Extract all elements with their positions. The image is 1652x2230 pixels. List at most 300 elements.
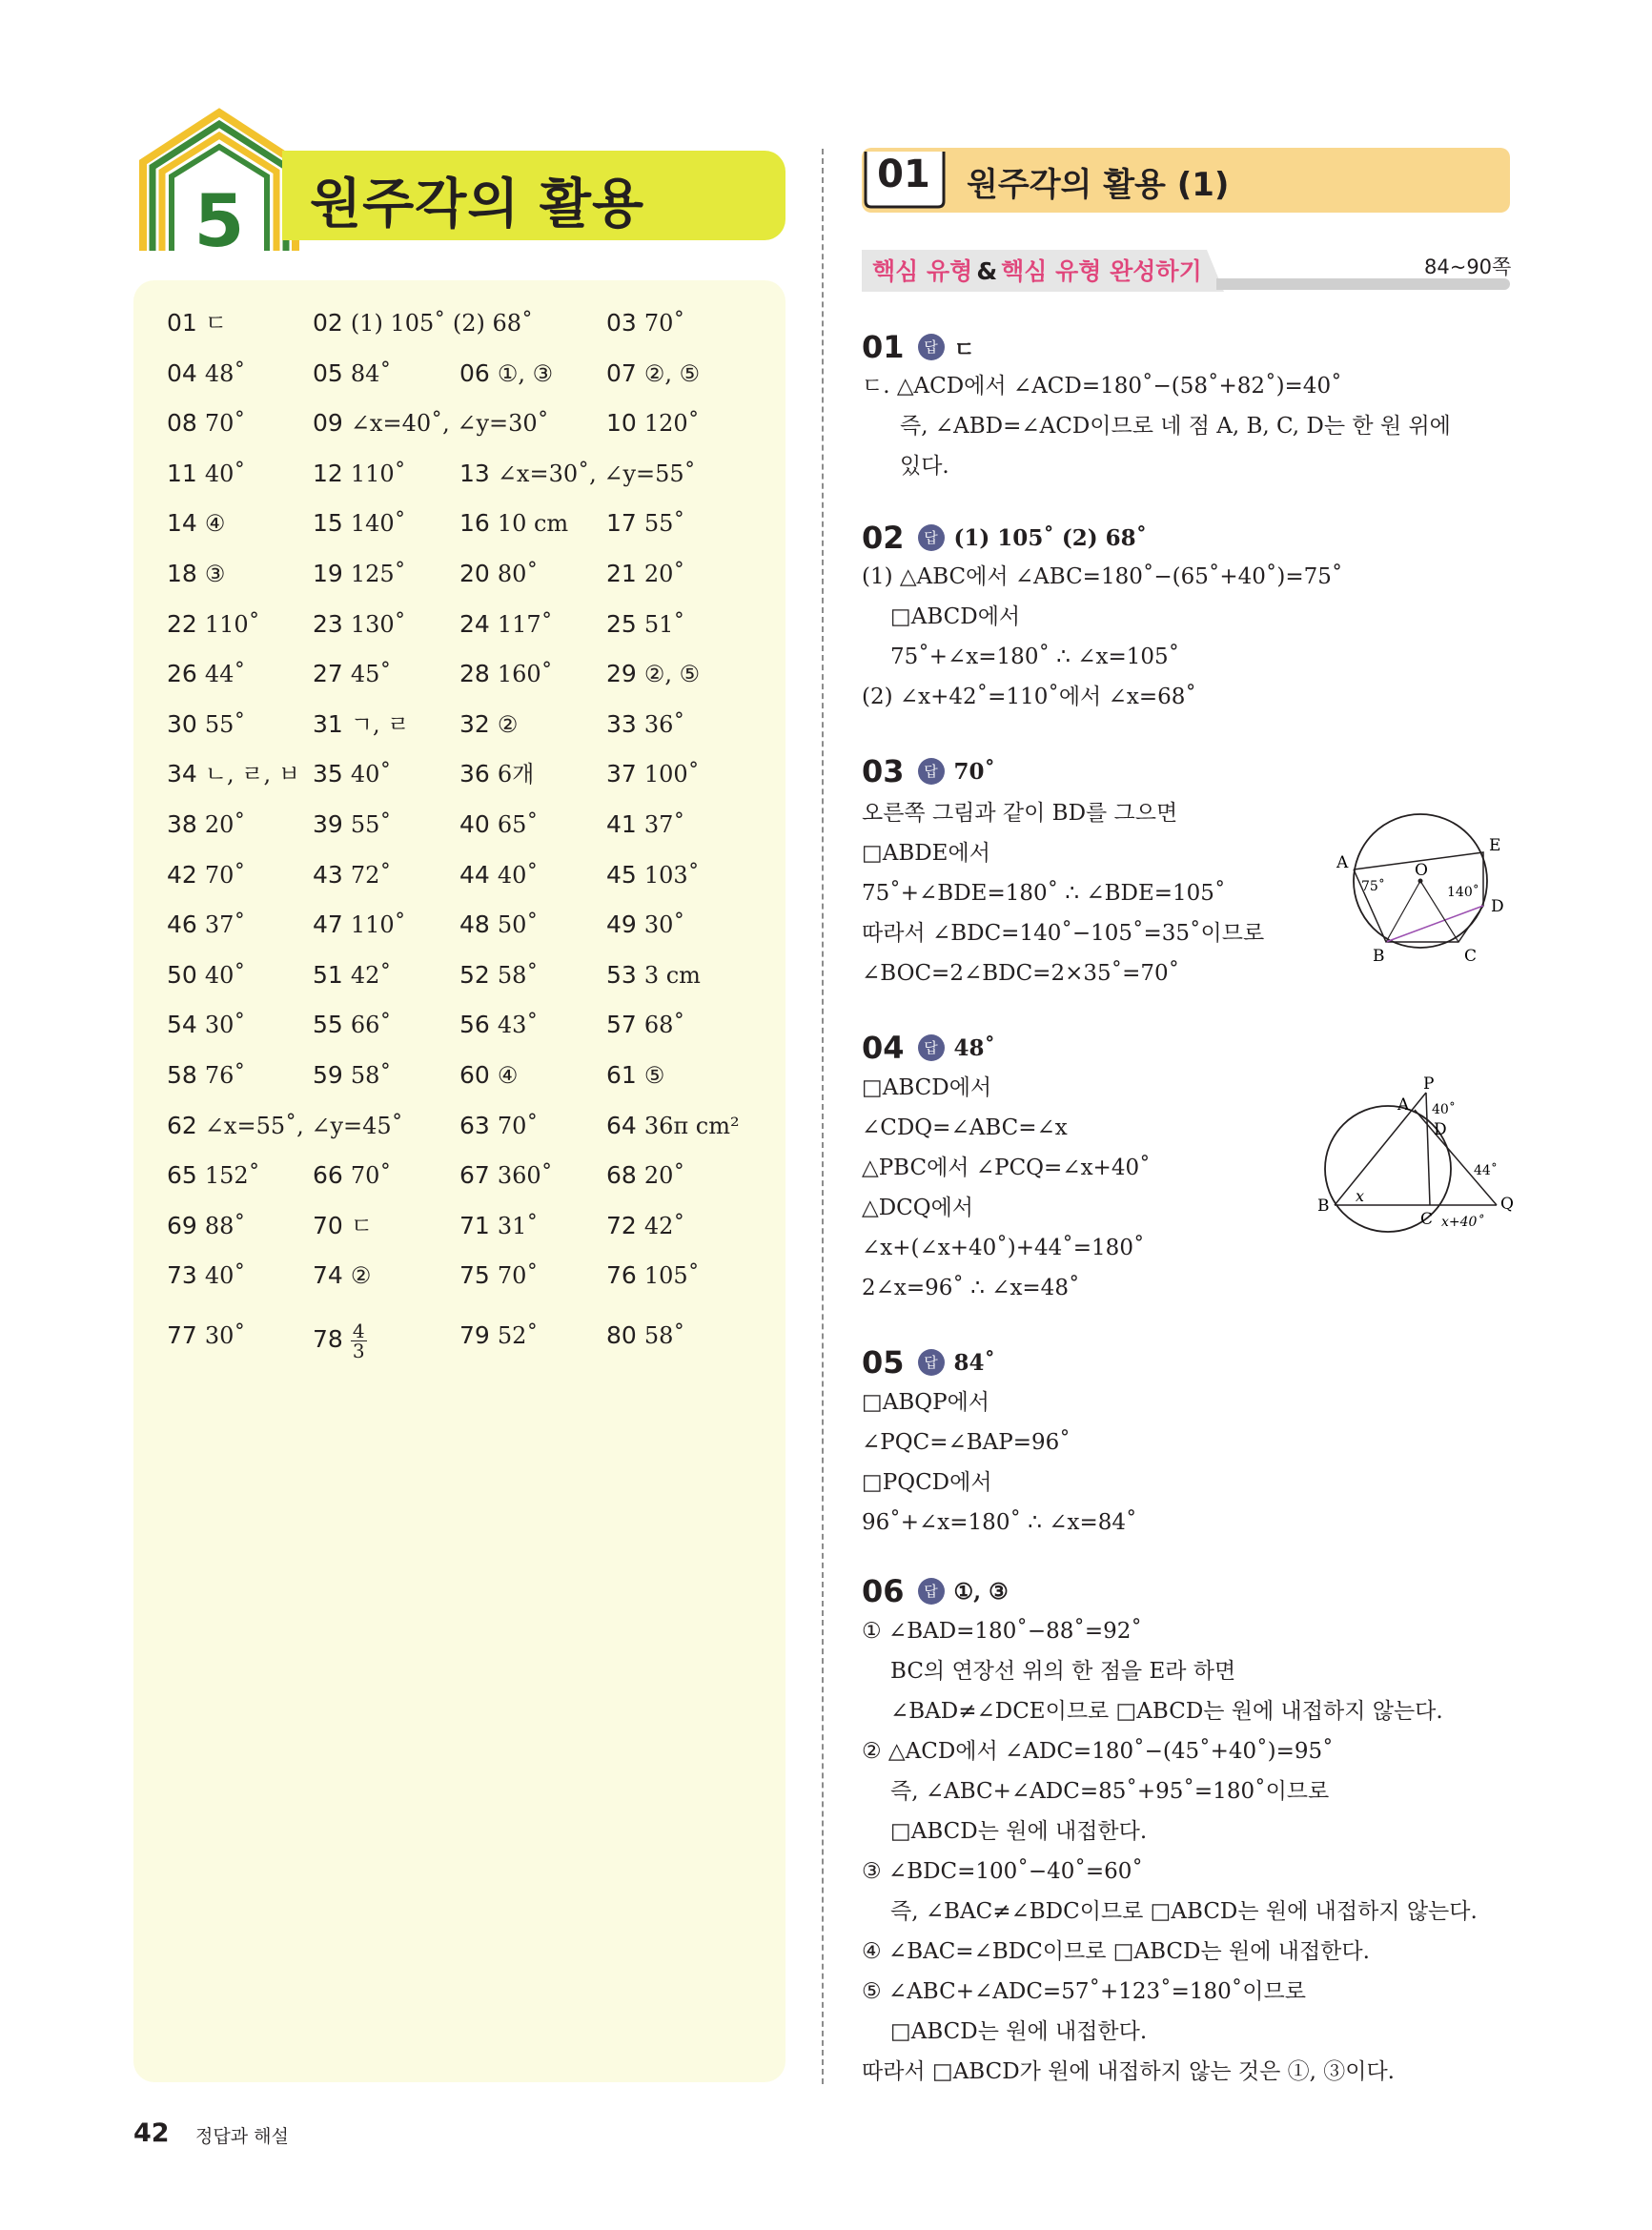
answer-number: 54	[167, 1011, 197, 1039]
answer-value: ㄱ, ㄹ	[350, 710, 410, 738]
fig04-label-q: Q	[1500, 1195, 1514, 1214]
answer-number: 21	[606, 560, 637, 587]
answer-item	[313, 710, 409, 739]
answer-value: 3 cm	[643, 961, 701, 989]
answer-number: 41	[606, 810, 637, 838]
answer-value: 68˚	[643, 1012, 685, 1039]
answer-value: 40˚	[204, 1262, 246, 1290]
solution-answer: 48˚	[953, 1034, 996, 1061]
answer-number: 70	[313, 1211, 343, 1239]
answer-number: 57	[606, 1011, 637, 1039]
answer-value: 31˚	[497, 1212, 539, 1239]
answer-number: 16	[459, 509, 490, 538]
answer-value: ①, ③	[497, 359, 554, 387]
answer-number: 07	[606, 358, 637, 387]
fig03-label-c: C	[1464, 947, 1478, 963]
answer-number: 34	[167, 760, 197, 788]
answer-value: 37˚	[643, 811, 685, 838]
answer-number: 71	[459, 1211, 490, 1239]
answer-number: 59	[313, 1061, 343, 1089]
answer-value: 6개	[497, 761, 535, 788]
answer-number: 35	[313, 760, 343, 788]
answer-number: 18	[167, 560, 197, 587]
answer-value: 20˚	[204, 811, 246, 838]
solution-line: ∠BOC=2∠BDC=2×35˚=70˚	[862, 961, 1180, 986]
answer-item	[313, 810, 391, 839]
answer-value: ②	[350, 1262, 372, 1290]
answer-value: (1) 105˚ (2) 68˚	[350, 310, 534, 337]
answer-number: 29	[606, 660, 637, 688]
answer-item	[459, 810, 538, 839]
answer-number: 66	[313, 1161, 343, 1190]
solution-line: 있다.	[900, 454, 949, 479]
answer-value: 84˚	[350, 359, 392, 387]
answer-number: 06	[459, 358, 490, 387]
answer-item	[167, 1261, 245, 1290]
solution-line: 즉, ∠ABD=∠ACD이므로 네 점 A, B, C, D는 한 원 위에	[900, 414, 1451, 439]
answer-item	[459, 760, 534, 788]
answer-value: 72˚	[350, 861, 392, 889]
solution-number: 02	[862, 520, 905, 556]
answer-item	[459, 509, 568, 538]
fraction-numerator: 4	[352, 1320, 365, 1342]
answer-item	[167, 460, 245, 488]
answer-number: 76	[606, 1261, 637, 1290]
answer-item	[313, 309, 533, 338]
answer-number: 50	[167, 960, 197, 989]
answer-badge: 답	[918, 334, 945, 360]
fig03-label-o: O	[1415, 861, 1428, 880]
solution-answer: 84˚	[953, 1349, 996, 1376]
answer-item	[459, 910, 538, 939]
fig03-angle-o: 140˚	[1447, 885, 1479, 900]
answer-value: ∠x=55˚, ∠y=45˚	[204, 1112, 403, 1139]
answer-item	[459, 1061, 518, 1090]
answer-number: 67	[459, 1161, 490, 1190]
answer-number: 74	[313, 1261, 343, 1290]
answer-value: 88˚	[204, 1212, 246, 1239]
solution-line: (2) ∠x+42˚=110˚에서 ∠x=68˚	[862, 685, 1196, 709]
fig03-label-b: B	[1373, 947, 1385, 963]
answer-badge: 답	[918, 1349, 945, 1376]
answer-number: 48	[459, 910, 490, 939]
answer-number: 80	[606, 1321, 637, 1349]
answer-value: 40˚	[497, 861, 539, 889]
answer-value: 70˚	[643, 310, 685, 337]
answer-value: ∠x=40˚, ∠y=30˚	[350, 410, 549, 438]
fig03-label-a: A	[1336, 853, 1349, 872]
answer-number: 08	[167, 409, 197, 438]
answer-number: 45	[606, 860, 637, 889]
solution-answer: ①, ③	[953, 1578, 1009, 1605]
fig03-angle-a: 75˚	[1361, 879, 1385, 894]
answer-number: 31	[313, 709, 343, 738]
answer-value: 110˚	[204, 610, 260, 638]
answer-item	[606, 1011, 684, 1039]
solution-line: ② △ACD에서 ∠ADC=180˚−(45˚+40˚)=95˚	[862, 1739, 1334, 1764]
answer-value: 45˚	[350, 661, 392, 688]
subsection-part1: 핵심 유형	[872, 257, 973, 285]
answer-number: 38	[167, 810, 197, 838]
fig04-label-d: D	[1434, 1120, 1447, 1139]
answer-item	[313, 660, 391, 688]
answer-item	[313, 1212, 373, 1240]
answer-item	[313, 1161, 391, 1190]
fig04-label-c: C	[1420, 1210, 1434, 1229]
answer-number: 68	[606, 1161, 637, 1190]
answer-item	[167, 1112, 403, 1140]
answer-item	[606, 961, 701, 990]
answer-value: 40˚	[204, 460, 246, 487]
answer-number: 17	[606, 509, 637, 538]
answer-value: 55˚	[204, 710, 246, 738]
answer-number: 51	[313, 960, 343, 989]
answer-item	[167, 910, 245, 939]
answer-number: 52	[459, 960, 490, 989]
answer-number: 11	[167, 459, 197, 487]
fig04-angle-c: x+40˚	[1441, 1215, 1484, 1230]
solution-line: ㄷ. △ACD에서 ∠ACD=180˚−(58˚+82˚)=40˚	[862, 374, 1342, 399]
answer-number: 73	[167, 1261, 197, 1290]
answer-item	[167, 710, 245, 739]
figure-04-circle	[1314, 1072, 1523, 1243]
answer-number: 19	[313, 560, 343, 587]
answer-item	[459, 1161, 553, 1190]
solution-header	[862, 329, 975, 365]
answer-value: 66˚	[350, 1012, 392, 1039]
answer-number: 01	[167, 309, 197, 337]
chapter-number: 5	[194, 178, 245, 256]
fraction-denominator: 3	[352, 1340, 365, 1362]
answer-value: 70˚	[497, 1112, 539, 1139]
answer-value: 43˚	[497, 1012, 539, 1039]
answer-item	[167, 660, 245, 688]
answer-item	[167, 610, 260, 639]
answer-value: 100˚	[643, 761, 700, 788]
answer-number: 36	[459, 760, 490, 788]
solution-line: 즉, ∠BAC≠∠BDC이므로 □ABCD는 원에 내접하지 않는다.	[890, 1899, 1478, 1924]
answer-number: 65	[167, 1161, 197, 1190]
answer-item	[313, 1321, 367, 1361]
answer-item	[606, 409, 700, 438]
solution-answer: (1) 105˚ (2) 68˚	[953, 524, 1148, 551]
answer-item	[459, 1261, 538, 1290]
answer-value: 140˚	[350, 510, 406, 538]
answer-item	[313, 610, 406, 639]
answer-value: ②, ⑤	[643, 359, 701, 387]
answer-number: 22	[167, 609, 197, 638]
answer-value: 30˚	[204, 1012, 246, 1039]
answer-number: 43	[313, 860, 343, 889]
answer-item	[606, 1321, 684, 1350]
answer-item	[606, 861, 700, 890]
answer-fraction	[351, 1321, 367, 1361]
answer-number: 56	[459, 1011, 490, 1039]
answer-item	[167, 810, 245, 839]
answer-item	[167, 1011, 245, 1039]
solution-line: △PBC에서 ∠PCQ=∠x+40˚	[862, 1156, 1151, 1180]
solution-header	[862, 753, 995, 789]
answer-item	[313, 560, 406, 588]
answer-item	[167, 509, 225, 538]
answer-value: 40˚	[350, 761, 392, 788]
answer-number: 14	[167, 509, 197, 538]
answer-value: 55˚	[350, 811, 392, 838]
solution-line: ④ ∠BAC=∠BDC이므로 □ABCD는 원에 내접한다.	[862, 1939, 1370, 1964]
answer-item	[459, 359, 553, 388]
answer-number: 26	[167, 660, 197, 688]
solution-header	[862, 1030, 995, 1066]
answer-item	[459, 1112, 538, 1140]
answer-number: 28	[459, 660, 490, 688]
answer-item	[459, 460, 696, 488]
answer-item	[167, 359, 245, 388]
answer-item	[606, 1112, 740, 1140]
solution-number: 05	[862, 1344, 905, 1381]
solution-line: □ABCD에서	[890, 604, 1021, 629]
answer-value: 52˚	[497, 1322, 539, 1349]
answer-value: ㄴ, ㄹ, ㅂ	[204, 761, 300, 788]
answer-number: 30	[167, 709, 197, 738]
answer-number: 23	[313, 609, 343, 638]
answer-number: 02	[313, 309, 343, 337]
answer-number: 62	[167, 1111, 197, 1139]
answer-value: 30˚	[204, 1322, 246, 1349]
answer-value: 117˚	[497, 610, 553, 638]
answer-item	[459, 710, 518, 739]
answer-value: 76˚	[204, 1062, 246, 1089]
solution-line: □ABCD는 원에 내접한다.	[890, 1819, 1148, 1844]
answer-item	[313, 1011, 391, 1039]
solution-number: 04	[862, 1030, 905, 1066]
answer-number: 05	[313, 358, 343, 387]
solution-line: 오른쪽 그림과 같이 BD를 그으면	[862, 801, 1178, 826]
solution-line: ① ∠BAD=180˚−88˚=92˚	[862, 1619, 1142, 1644]
answer-item	[167, 409, 245, 438]
answer-number: 42	[167, 860, 197, 889]
fig04-angle-b: x	[1356, 1187, 1365, 1205]
solution-line: ∠BAD≠∠DCE이므로 □ABCD는 원에 내접하지 않는다.	[890, 1699, 1443, 1724]
solution-line: 따라서 ∠BDC=140˚−105˚=35˚이므로	[862, 921, 1265, 946]
answer-value: ④	[497, 1062, 519, 1089]
solution-number: 01	[862, 329, 905, 365]
answer-value: ∠x=30˚, ∠y=55˚	[497, 460, 696, 487]
answer-number: 15	[313, 509, 343, 538]
solution-line: △DCQ에서	[862, 1196, 974, 1220]
answer-item	[167, 1321, 245, 1350]
answer-value: 51˚	[643, 610, 685, 638]
answer-number: 69	[167, 1211, 197, 1239]
solution-line: ⑤ ∠ABC+∠ADC=57˚+123˚=180˚이므로	[862, 1979, 1306, 2004]
solution-line: 75˚+∠BDE=180˚ ∴ ∠BDE=105˚	[862, 881, 1226, 906]
fig04-label-b: B	[1317, 1197, 1330, 1216]
solution-line: ∠PQC=∠BAP=96˚	[862, 1430, 1071, 1455]
answer-number: 79	[459, 1321, 490, 1349]
answer-value: 20˚	[643, 1162, 685, 1190]
fig04-label-a: A	[1397, 1095, 1410, 1115]
answer-number: 77	[167, 1321, 197, 1349]
solution-line: □PQCD에서	[862, 1470, 992, 1495]
answer-badge: 답	[918, 524, 945, 551]
answer-item	[459, 560, 538, 588]
solution-line: (1) △ABC에서 ∠ABC=180˚−(65˚+40˚)=75˚	[862, 564, 1343, 589]
answer-number: 61	[606, 1061, 637, 1089]
answer-item	[459, 1212, 538, 1240]
answer-number: 60	[459, 1061, 490, 1089]
solution-line: BC의 연장선 위의 한 점을 E라 하면	[890, 1659, 1236, 1684]
answer-number: 75	[459, 1261, 490, 1290]
answer-value: 48˚	[204, 359, 246, 387]
answer-number: 78	[313, 1325, 343, 1353]
answer-item	[606, 560, 684, 588]
answer-value: ②, ⑤	[643, 661, 701, 688]
answer-value: 40˚	[204, 961, 246, 989]
answer-value: ㄷ	[350, 1212, 373, 1239]
answer-item	[167, 560, 225, 588]
answer-item	[459, 1011, 538, 1039]
solution-answer: ㄷ	[953, 336, 975, 362]
answer-item	[606, 810, 684, 839]
answer-item	[606, 1161, 684, 1190]
answer-item	[313, 509, 406, 538]
answer-value: 58˚	[497, 961, 539, 989]
answer-value: 37˚	[204, 911, 246, 939]
answer-number: 39	[313, 810, 343, 838]
answer-value: 50˚	[497, 911, 539, 939]
answer-value: 65˚	[497, 811, 539, 838]
answer-value: 105˚	[643, 1262, 700, 1290]
answer-value: 58˚	[350, 1062, 392, 1089]
answer-item	[167, 309, 227, 338]
solution-line: 따라서 □ABCD가 원에 내접하지 않는 것은 ①, ③이다.	[862, 2059, 1395, 2084]
answer-item	[606, 610, 684, 639]
answer-value: 42˚	[350, 961, 392, 989]
figure-03-circle	[1325, 810, 1516, 963]
solution-number: 03	[862, 753, 905, 789]
answer-value: 10 cm	[497, 510, 569, 538]
section-number: 01	[877, 153, 930, 196]
solution-number: 06	[862, 1573, 905, 1609]
page-number: 42	[133, 2118, 170, 2148]
answer-value: 58˚	[643, 1322, 685, 1349]
subsection-part2: 핵심 유형 완성하기	[1001, 257, 1202, 285]
chapter-title: 원주각의 활용	[310, 174, 645, 235]
answer-number: 33	[606, 709, 637, 738]
answer-value: ③	[204, 561, 226, 587]
answer-value: ㄷ	[204, 310, 227, 337]
answer-number: 49	[606, 910, 637, 939]
answer-item	[459, 660, 553, 688]
answer-value: 80˚	[497, 561, 539, 587]
answer-item	[606, 359, 700, 388]
answer-number: 04	[167, 358, 197, 387]
answer-value: 110˚	[350, 460, 406, 487]
answer-number: 72	[606, 1211, 637, 1239]
solution-header	[862, 1573, 1009, 1609]
answer-item	[606, 1212, 684, 1240]
answer-item	[313, 760, 391, 788]
answer-value: 55˚	[643, 510, 685, 538]
answer-item	[167, 961, 245, 990]
column-divider	[822, 149, 824, 2084]
answer-number: 12	[313, 459, 343, 487]
solution-answer: 70˚	[953, 758, 996, 785]
answer-value: 20˚	[643, 561, 685, 587]
answer-value: 70˚	[350, 1162, 392, 1190]
answer-item	[313, 1061, 391, 1090]
answer-value: 70˚	[204, 861, 246, 889]
answer-value: ④	[204, 510, 226, 538]
answer-number: 25	[606, 609, 637, 638]
answer-value: 70˚	[497, 1262, 539, 1290]
solution-header	[862, 1344, 995, 1381]
answer-item	[313, 961, 391, 990]
answer-item	[606, 660, 700, 688]
answer-item	[606, 760, 700, 788]
solution-line: ∠CDQ=∠ABC=∠x	[862, 1115, 1068, 1140]
section-title: 원주각의 활용 (1)	[967, 166, 1230, 204]
answer-value: 36˚	[643, 710, 685, 738]
answer-number: 58	[167, 1061, 197, 1089]
answer-item	[313, 910, 406, 939]
answer-value: 42˚	[643, 1212, 685, 1239]
answer-item	[459, 961, 538, 990]
answer-badge: 답	[918, 1578, 945, 1605]
answer-item	[313, 1261, 371, 1290]
solution-line: ∠x+(∠x+40˚)+44˚=180˚	[862, 1236, 1145, 1260]
subsection-label	[872, 253, 1202, 287]
answer-item	[459, 861, 538, 890]
fig04-angle-q: 44˚	[1474, 1163, 1498, 1178]
answer-item	[459, 610, 553, 639]
answer-item	[606, 309, 684, 338]
answer-item	[167, 1061, 245, 1090]
fig04-angle-p: 40˚	[1432, 1102, 1456, 1117]
subsection-amp: &	[976, 257, 998, 285]
answer-item	[313, 460, 406, 488]
solution-line: 96˚+∠x=180˚ ∴ ∠x=84˚	[862, 1510, 1137, 1535]
answer-number: 55	[313, 1011, 343, 1039]
solution-line: □ABQP에서	[862, 1390, 990, 1415]
answer-value: ⑤	[643, 1062, 665, 1089]
solution-header	[862, 520, 1147, 556]
answer-value: 120˚	[643, 410, 700, 438]
solution-line: □ABDE에서	[862, 841, 990, 866]
fig03-label-d: D	[1491, 897, 1504, 916]
answer-number: 63	[459, 1111, 490, 1139]
answer-item	[167, 1161, 260, 1190]
answer-item	[606, 509, 684, 538]
answer-number: 40	[459, 810, 490, 838]
answer-value: 36π cm²	[643, 1112, 740, 1139]
answer-value: 360˚	[497, 1162, 553, 1190]
answer-value: 103˚	[643, 861, 700, 889]
answer-number: 13	[459, 459, 490, 487]
answer-number: 37	[606, 760, 637, 788]
answer-item	[167, 861, 245, 890]
answer-number: 10	[606, 409, 637, 438]
answer-item	[606, 710, 684, 739]
answer-value: 160˚	[497, 661, 553, 688]
answer-number: 24	[459, 609, 490, 638]
answer-item	[606, 910, 684, 939]
answer-value: 130˚	[350, 610, 406, 638]
answer-item	[313, 359, 391, 388]
answer-badge: 답	[918, 758, 945, 785]
answer-item	[167, 1212, 245, 1240]
answer-number: 27	[313, 660, 343, 688]
answer-number: 09	[313, 409, 343, 438]
